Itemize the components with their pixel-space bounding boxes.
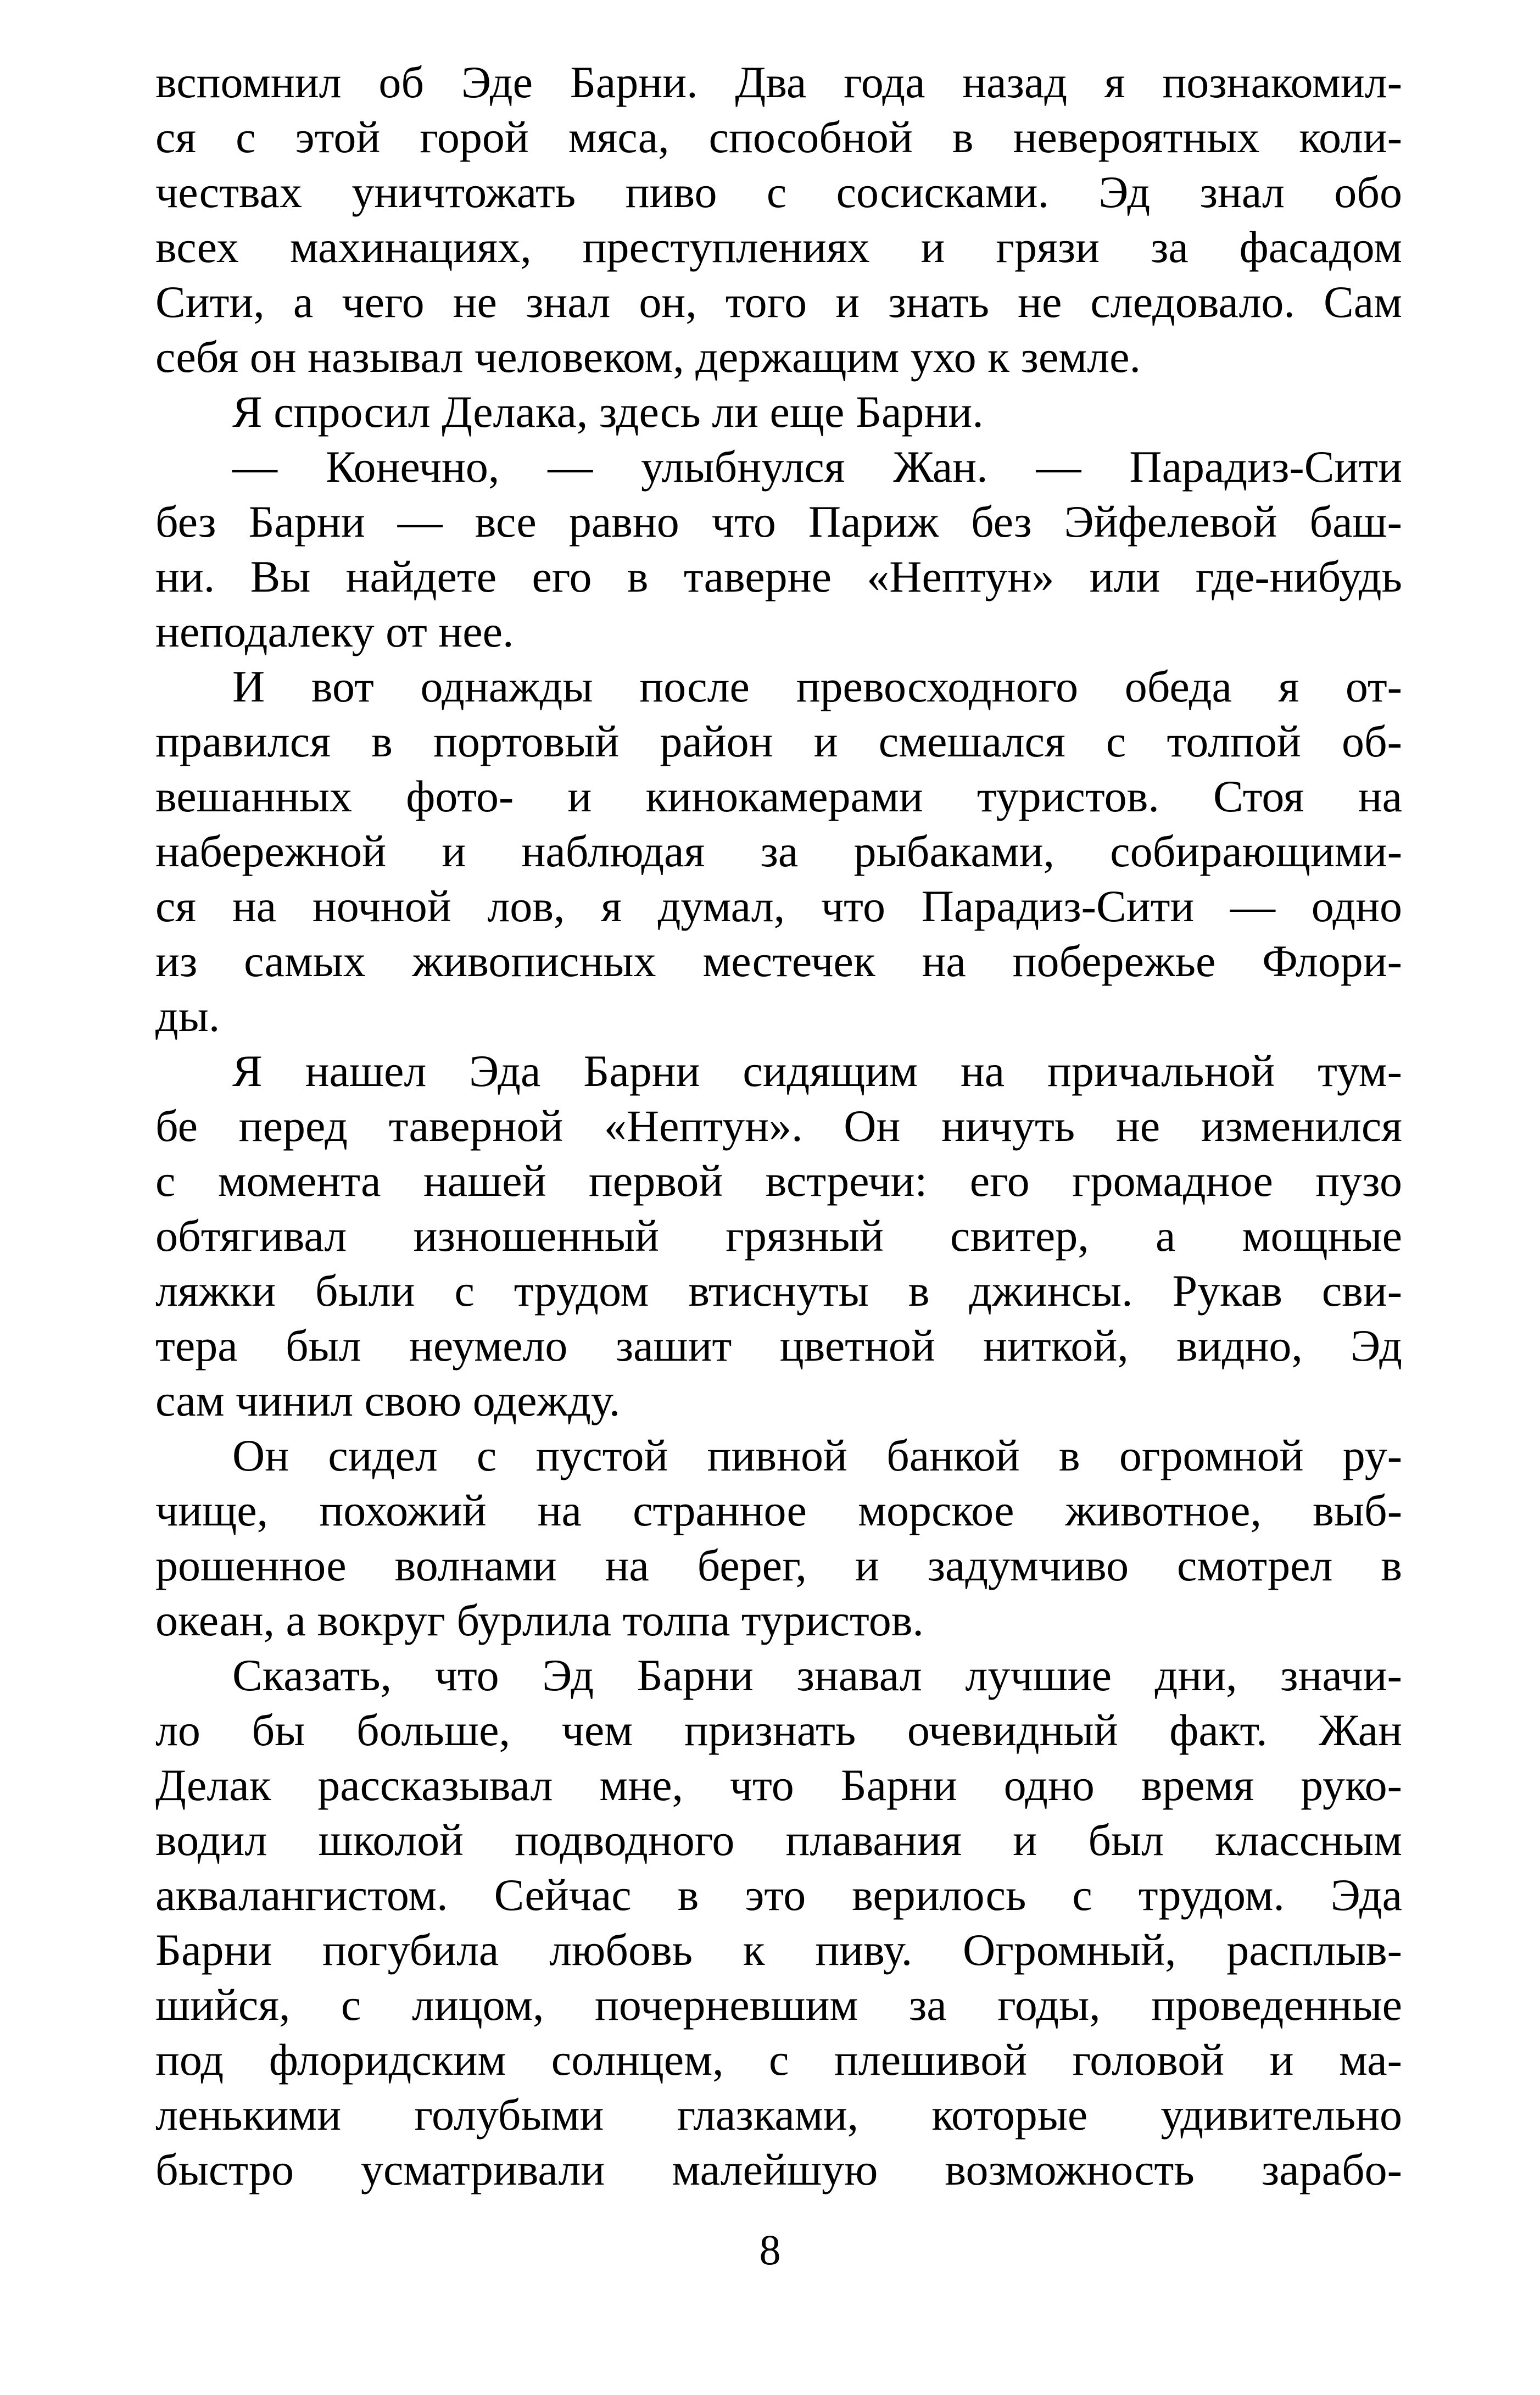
- text-line: тера был неумело зашит цветной ниткой, видно, Эд: [155, 1321, 1402, 1371]
- text-line: без Барни — все равно что Париж без Эйфелевой баш-: [155, 497, 1402, 547]
- text-line: И вот однажды после превосходного обеда я от-: [232, 661, 1402, 711]
- text-line: Сити, а чего не знал он, того и знать не следовало. Сам: [155, 277, 1402, 327]
- text-line: Я спросил Делака, здесь ли еще Барни.: [232, 387, 984, 437]
- text-line: ся на ночной лов, я думал, что Парадиз-Сити — одно: [155, 881, 1402, 931]
- text-line: вспомнил об Эде Барни. Два года назад я познакомил-: [155, 57, 1402, 107]
- text-line: Сказать, что Эд Барни знавал лучшие дни, значи-: [232, 1650, 1402, 1700]
- text-line: под флоридским солнцем, с плешивой головой и ма-: [155, 2035, 1402, 2085]
- text-line: ни. Вы найдете его в таверне «Нептун» или где-нибудь: [155, 552, 1402, 601]
- text-line: чествах уничтожать пиво с сосисками. Эд знал обо: [155, 167, 1402, 217]
- text-line: с момента нашей первой встречи: его громадное пузо: [155, 1156, 1402, 1206]
- text-line: вешанных фото- и кинокамерами туристов. Стоя на: [155, 771, 1402, 821]
- text-line: Он сидел с пустой пивной банкой в огромной ру-: [232, 1430, 1402, 1480]
- text-line: быстро усматривали малейшую возможность зарабо-: [155, 2145, 1402, 2195]
- text-line: ленькими голубыми глазками, которые удивительно: [155, 2090, 1402, 2140]
- text-line: бе перед таверной «Нептун». Он ничуть не изменился: [155, 1101, 1402, 1151]
- text-line: водил школой подводного плавания и был классным: [155, 1815, 1402, 1865]
- text-line: ло бы больше, чем признать очевидный факт. Жан: [155, 1705, 1402, 1755]
- text-line: обтягивал изношенный грязный свитер, а мощные: [155, 1211, 1402, 1261]
- text-line: правился в портовый район и смешался с толпой об-: [155, 716, 1402, 766]
- page-number: 8: [759, 2226, 781, 2274]
- text-line: Барни погубила любовь к пиву. Огромный, расплыв-: [155, 1925, 1402, 1975]
- text-line: ляжки были с трудом втиснуты в джинсы. Рукав сви-: [155, 1266, 1402, 1316]
- text-line: из самых живописных местечек на побережье Флори-: [155, 936, 1402, 986]
- text-line: — Конечно, — улыбнулся Жан. — Парадиз-Сити: [232, 442, 1402, 492]
- text-line: шийся, с лицом, почерневшим за годы, проведенные: [155, 1980, 1402, 2030]
- text-line: всех махинациях, преступлениях и грязи за фасадом: [155, 222, 1402, 272]
- text-line: чище, похожий на странное морское животное, выб-: [155, 1485, 1402, 1535]
- text-line: Я нашел Эда Барни сидящим на причальной тум-: [232, 1046, 1402, 1096]
- text-line: ды.: [155, 991, 220, 1041]
- text-line: себя он называл человеком, держащим ухо к земле.: [155, 332, 1141, 382]
- text-line: сам чинил свою одежду.: [155, 1375, 621, 1425]
- text-line: набережной и наблюдая за рыбаками, собирающими-: [155, 826, 1402, 876]
- text-line: ся с этой горой мяса, способной в невероятных коли-: [155, 112, 1402, 162]
- text-line: неподалеку от нее.: [155, 606, 514, 656]
- text-line: аквалангистом. Сейчас в это верилось с трудом. Эда: [155, 1870, 1402, 1920]
- text-line: рошенное волнами на берег, и задумчиво смотрел в: [155, 1540, 1402, 1590]
- body-text: [155, 55, 1402, 2197]
- text-line: океан, а вокруг бурлила толпа туристов.: [155, 1595, 924, 1645]
- text-line: Делак рассказывал мне, что Барни одно время руко-: [155, 1760, 1402, 1810]
